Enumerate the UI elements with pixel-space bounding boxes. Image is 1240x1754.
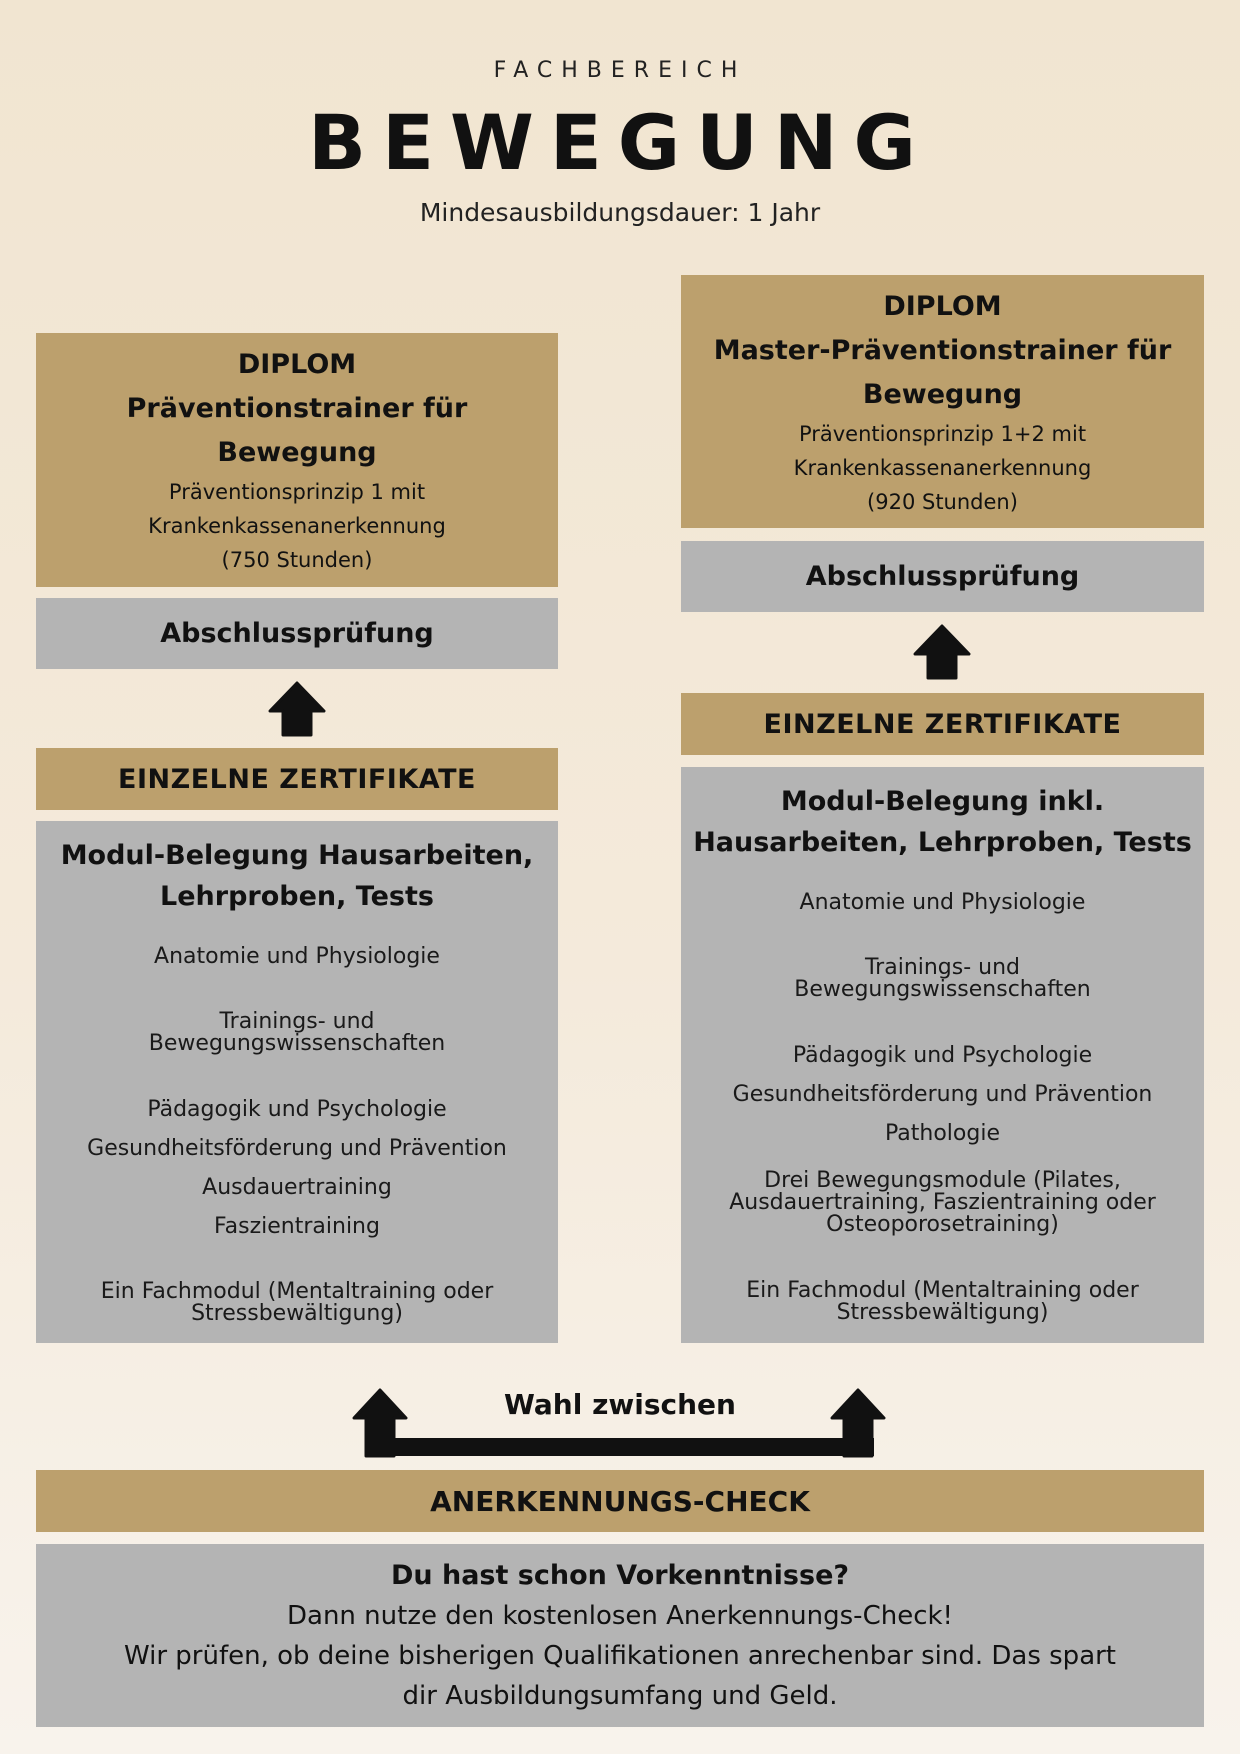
list-item-line: Trainings- und: [864, 955, 1021, 980]
page-title: BEWEGUNG: [308, 98, 932, 187]
left-modules-head-1: Modul-Belegung Hausarbeiten,: [60, 840, 534, 871]
recognition-info-box: [36, 1544, 1204, 1727]
recognition-title-box: [36, 1470, 1204, 1532]
up-arrow-icon: [913, 624, 971, 680]
right-exam-label: Abschlussprüfung: [805, 561, 1080, 592]
list-item: Faszientraining: [214, 1214, 380, 1239]
right-modules-head-2: Hausarbeiten, Lehrproben, Tests: [693, 827, 1192, 858]
left-diplom-name-1: Präventionstrainer für: [126, 393, 468, 424]
right-certs-label: EINZELNE ZERTIFIKATE: [763, 708, 1122, 740]
list-item: Pathologie: [885, 1121, 1000, 1146]
left-certs-label: EINZELNE ZERTIFIKATE: [118, 763, 476, 795]
left-exam-label: Abschlussprüfung: [160, 618, 434, 649]
right-diplom-label: DIPLOM: [883, 290, 1002, 322]
left-diplom-detail-1: Präventionsprinzip 1 mit: [168, 480, 426, 504]
recognition-title: ANERKENNUNGS-CHECK: [430, 1484, 810, 1518]
list-item: [681, 1271, 1204, 1333]
up-arrow-icon: [268, 681, 326, 737]
right-certs-box: [681, 693, 1204, 755]
left-modules-head-2: Lehrproben, Tests: [160, 881, 434, 912]
right-diplom-name-2: Bewegung: [862, 378, 1023, 410]
right-exam-box: [681, 541, 1204, 612]
list-item-line: Drei Bewegungsmodule (Pilates,: [764, 1168, 1121, 1193]
duration-subtitle: Mindesausbildungsdauer: 1 Jahr: [419, 198, 821, 227]
recognition-line-1: Dann nutze den kostenlosen Anerkennungs-Check!: [287, 1600, 953, 1631]
left-certs-box: [36, 748, 558, 810]
list-item-line: Osteoporosetraining): [826, 1212, 1059, 1237]
list-item: [36, 1002, 558, 1064]
recognition-question: Du hast schon Vorkenntnisse?: [390, 1559, 850, 1591]
recognition-line-3: dir Ausbildungsumfang und Geld.: [402, 1680, 838, 1711]
list-item: Gesundheitsförderung und Prävention: [87, 1136, 507, 1161]
list-item-line: Ausdauertraining, Faszientraining oder: [729, 1190, 1156, 1215]
section-kicker: FACHBEREICH: [493, 58, 747, 83]
list-item-line: Bewegungswissenschaften: [148, 1031, 446, 1056]
left-diplom-hours: (750 Stunden): [221, 548, 373, 572]
list-item-line: Ein Fachmodul (Mentaltraining oder: [746, 1278, 1139, 1303]
list-item: Pädagogik und Psychologie: [792, 1043, 1093, 1068]
right-diplom-box: [681, 275, 1204, 528]
list-item: Anatomie und Physiologie: [799, 890, 1086, 915]
list-item-line: Trainings- und: [219, 1009, 375, 1034]
right-modules-head-1: Modul-Belegung inkl.: [780, 786, 1105, 817]
left-modules-box: [36, 821, 558, 1343]
left-diplom-box: [36, 333, 558, 587]
left-diplom-detail-2: Krankenkassenanerkennung: [148, 514, 446, 538]
right-diplom-detail-1: Präventionsprinzip 1+2 mit: [798, 421, 1087, 446]
list-item: Gesundheitsförderung und Prävention: [732, 1082, 1153, 1107]
right-modules-box: [681, 767, 1204, 1343]
right-diplom-name-1: Master-Präventionstrainer für: [713, 334, 1172, 366]
left-diplom-label: DIPLOM: [237, 349, 357, 380]
list-item: [681, 948, 1204, 1010]
choice-label: Wahl zwischen: [504, 1388, 736, 1421]
left-exam-box: [36, 598, 558, 669]
right-diplom-detail-2: Krankenkassenanerkennung: [793, 455, 1092, 480]
left-diplom-name-2: Bewegung: [217, 437, 377, 468]
list-item-line: Ein Fachmodul (Mentaltraining oder: [100, 1279, 494, 1304]
list-item-line: Bewegungswissenschaften: [794, 977, 1091, 1002]
list-item: [36, 1272, 558, 1334]
list-item: Anatomie und Physiologie: [154, 944, 440, 969]
list-item: [681, 1161, 1204, 1245]
list-item: Ausdauertraining: [202, 1175, 392, 1200]
list-item-line: Stressbewältigung): [191, 1301, 403, 1326]
list-item: Pädagogik und Psychologie: [147, 1097, 447, 1122]
list-item-line: Stressbewältigung): [836, 1300, 1049, 1325]
right-diplom-hours: (920 Stunden): [867, 489, 1018, 514]
recognition-line-2: Wir prüfen, ob deine bisherigen Qualifikationen anrechenbar sind. Das spart: [123, 1640, 1117, 1671]
